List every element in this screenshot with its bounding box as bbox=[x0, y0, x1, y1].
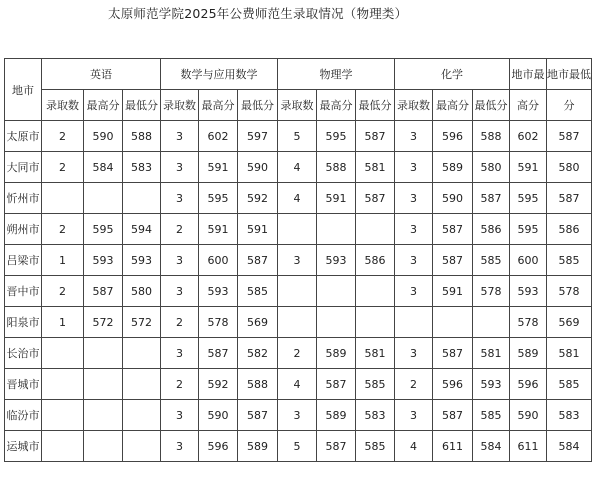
cell-value bbox=[42, 369, 84, 400]
cell-city: 阳泉市 bbox=[5, 307, 42, 338]
cell-value: 593 bbox=[317, 245, 356, 276]
cell-value: 5 bbox=[278, 121, 317, 152]
cell-value: 587 bbox=[547, 121, 592, 152]
cell-value: 3 bbox=[278, 245, 317, 276]
header-city-min-top: 地市最低 bbox=[547, 59, 592, 90]
cell-value bbox=[84, 431, 123, 462]
cell-value: 587 bbox=[433, 214, 473, 245]
cell-value bbox=[123, 369, 161, 400]
cell-value: 2 bbox=[42, 121, 84, 152]
cell-value: 589 bbox=[238, 431, 278, 462]
cell-value: 593 bbox=[510, 276, 547, 307]
cell-value bbox=[84, 338, 123, 369]
cell-value: 3 bbox=[395, 152, 433, 183]
header-region: 地市 bbox=[5, 59, 42, 121]
cell-value: 578 bbox=[473, 276, 510, 307]
cell-value: 595 bbox=[199, 183, 238, 214]
cell-value: 3 bbox=[161, 431, 199, 462]
cell-value bbox=[123, 183, 161, 214]
table-row bbox=[5, 214, 592, 245]
cell-value: 593 bbox=[123, 245, 161, 276]
cell-value: 581 bbox=[473, 338, 510, 369]
cell-value: 2 bbox=[42, 214, 84, 245]
cell-value bbox=[278, 214, 317, 245]
table-row bbox=[5, 307, 592, 338]
cell-value: 585 bbox=[473, 400, 510, 431]
cell-value bbox=[42, 400, 84, 431]
cell-value: 591 bbox=[510, 152, 547, 183]
table-row bbox=[5, 183, 592, 214]
cell-value bbox=[356, 214, 395, 245]
cell-value: 587 bbox=[547, 183, 592, 214]
cell-value: 3 bbox=[161, 276, 199, 307]
cell-value bbox=[278, 307, 317, 338]
cell-value: 596 bbox=[510, 369, 547, 400]
cell-value: 581 bbox=[356, 152, 395, 183]
cell-value: 578 bbox=[547, 276, 592, 307]
cell-value: 3 bbox=[395, 338, 433, 369]
cell-value: 592 bbox=[199, 369, 238, 400]
subheader-count: 录取数 bbox=[161, 90, 199, 121]
header-subject-math: 数学与应用数学 bbox=[161, 59, 278, 90]
cell-value: 590 bbox=[199, 400, 238, 431]
subheader-max: 最高分 bbox=[199, 90, 238, 121]
cell-value bbox=[42, 431, 84, 462]
cell-value: 1 bbox=[42, 245, 84, 276]
cell-value: 596 bbox=[199, 431, 238, 462]
subheader-max: 最高分 bbox=[84, 90, 123, 121]
cell-value: 584 bbox=[84, 152, 123, 183]
cell-value: 593 bbox=[199, 276, 238, 307]
cell-value: 578 bbox=[199, 307, 238, 338]
cell-value: 584 bbox=[473, 431, 510, 462]
cell-value: 589 bbox=[433, 152, 473, 183]
cell-value: 587 bbox=[356, 183, 395, 214]
page-title: 太原师范学院2025年公费师范生录取情况（物理类） bbox=[108, 6, 408, 21]
header-subject-physics: 物理学 bbox=[278, 59, 395, 90]
cell-value bbox=[473, 307, 510, 338]
cell-value: 585 bbox=[473, 245, 510, 276]
table-row bbox=[5, 121, 592, 152]
cell-value bbox=[433, 307, 473, 338]
cell-value: 593 bbox=[473, 369, 510, 400]
cell-value: 587 bbox=[238, 245, 278, 276]
cell-value: 3 bbox=[161, 183, 199, 214]
cell-value: 4 bbox=[278, 183, 317, 214]
cell-value: 3 bbox=[395, 276, 433, 307]
cell-value: 4 bbox=[278, 369, 317, 400]
cell-value: 596 bbox=[433, 121, 473, 152]
cell-value: 583 bbox=[356, 400, 395, 431]
table-row bbox=[5, 152, 592, 183]
cell-value: 3 bbox=[161, 338, 199, 369]
subheader-min: 最低分 bbox=[238, 90, 278, 121]
cell-value: 588 bbox=[317, 152, 356, 183]
cell-value bbox=[84, 369, 123, 400]
cell-city: 忻州市 bbox=[5, 183, 42, 214]
cell-value: 597 bbox=[238, 121, 278, 152]
cell-value: 600 bbox=[199, 245, 238, 276]
table-row bbox=[5, 276, 592, 307]
cell-value: 587 bbox=[433, 338, 473, 369]
cell-value: 586 bbox=[473, 214, 510, 245]
cell-value: 3 bbox=[395, 183, 433, 214]
cell-value: 585 bbox=[547, 369, 592, 400]
cell-value: 587 bbox=[317, 369, 356, 400]
subheader-count: 录取数 bbox=[278, 90, 317, 121]
cell-value: 595 bbox=[84, 214, 123, 245]
cell-value: 593 bbox=[84, 245, 123, 276]
table-row bbox=[5, 338, 592, 369]
cell-city: 吕梁市 bbox=[5, 245, 42, 276]
cell-value: 589 bbox=[317, 400, 356, 431]
cell-value: 3 bbox=[395, 245, 433, 276]
cell-value: 2 bbox=[42, 276, 84, 307]
cell-value: 2 bbox=[161, 307, 199, 338]
cell-city: 晋城市 bbox=[5, 369, 42, 400]
cell-value: 588 bbox=[123, 121, 161, 152]
cell-city: 朔州市 bbox=[5, 214, 42, 245]
header-city-max-top: 地市最 bbox=[510, 59, 547, 90]
cell-value: 3 bbox=[395, 400, 433, 431]
cell-value: 591 bbox=[317, 183, 356, 214]
cell-value: 3 bbox=[161, 121, 199, 152]
cell-value: 595 bbox=[510, 183, 547, 214]
cell-value: 583 bbox=[123, 152, 161, 183]
cell-value: 586 bbox=[547, 214, 592, 245]
header-city-max-bottom: 高分 bbox=[510, 90, 547, 121]
cell-value: 2 bbox=[395, 369, 433, 400]
subheader-min: 最低分 bbox=[473, 90, 510, 121]
admission-table bbox=[4, 58, 592, 462]
subheader-min: 最低分 bbox=[356, 90, 395, 121]
cell-value: 588 bbox=[238, 369, 278, 400]
cell-value: 580 bbox=[547, 152, 592, 183]
cell-value: 2 bbox=[161, 214, 199, 245]
cell-value bbox=[317, 307, 356, 338]
cell-value: 590 bbox=[433, 183, 473, 214]
cell-value: 3 bbox=[278, 400, 317, 431]
cell-value: 611 bbox=[510, 431, 547, 462]
cell-value: 591 bbox=[199, 214, 238, 245]
cell-value: 3 bbox=[161, 245, 199, 276]
cell-value: 594 bbox=[123, 214, 161, 245]
cell-value: 602 bbox=[199, 121, 238, 152]
cell-city: 太原市 bbox=[5, 121, 42, 152]
cell-value: 5 bbox=[278, 431, 317, 462]
cell-city: 大同市 bbox=[5, 152, 42, 183]
cell-value: 580 bbox=[473, 152, 510, 183]
subheader-count: 录取数 bbox=[395, 90, 433, 121]
cell-value: 583 bbox=[547, 400, 592, 431]
subheader-max: 最高分 bbox=[433, 90, 473, 121]
cell-value: 602 bbox=[510, 121, 547, 152]
subheader-count: 录取数 bbox=[42, 90, 84, 121]
cell-value: 586 bbox=[356, 245, 395, 276]
cell-value: 578 bbox=[510, 307, 547, 338]
cell-value: 591 bbox=[433, 276, 473, 307]
cell-value: 581 bbox=[547, 338, 592, 369]
cell-value: 585 bbox=[356, 369, 395, 400]
cell-value: 587 bbox=[433, 400, 473, 431]
cell-value: 587 bbox=[433, 245, 473, 276]
cell-value: 2 bbox=[161, 369, 199, 400]
subheader-min: 最低分 bbox=[123, 90, 161, 121]
cell-value: 591 bbox=[199, 152, 238, 183]
cell-value: 582 bbox=[238, 338, 278, 369]
cell-city: 临汾市 bbox=[5, 400, 42, 431]
cell-value bbox=[42, 338, 84, 369]
cell-value: 587 bbox=[199, 338, 238, 369]
cell-value bbox=[356, 276, 395, 307]
cell-value: 4 bbox=[278, 152, 317, 183]
cell-value: 587 bbox=[84, 276, 123, 307]
cell-value: 587 bbox=[356, 121, 395, 152]
cell-value bbox=[84, 400, 123, 431]
cell-value: 2 bbox=[42, 152, 84, 183]
cell-value: 569 bbox=[547, 307, 592, 338]
cell-value: 590 bbox=[84, 121, 123, 152]
cell-value: 595 bbox=[317, 121, 356, 152]
cell-value bbox=[317, 214, 356, 245]
cell-value: 587 bbox=[473, 183, 510, 214]
cell-value: 3 bbox=[395, 121, 433, 152]
cell-value bbox=[123, 338, 161, 369]
cell-value: 592 bbox=[238, 183, 278, 214]
subheader-max: 最高分 bbox=[317, 90, 356, 121]
cell-value: 585 bbox=[238, 276, 278, 307]
cell-value: 572 bbox=[123, 307, 161, 338]
cell-value: 589 bbox=[510, 338, 547, 369]
cell-value: 585 bbox=[547, 245, 592, 276]
cell-value: 595 bbox=[510, 214, 547, 245]
table-row bbox=[5, 431, 592, 462]
cell-value bbox=[123, 431, 161, 462]
cell-value: 596 bbox=[433, 369, 473, 400]
cell-city: 长治市 bbox=[5, 338, 42, 369]
cell-value: 3 bbox=[161, 152, 199, 183]
cell-value: 588 bbox=[473, 121, 510, 152]
header-city-min-bottom: 分 bbox=[547, 90, 592, 121]
cell-value: 3 bbox=[395, 214, 433, 245]
cell-value: 590 bbox=[238, 152, 278, 183]
cell-value: 3 bbox=[161, 400, 199, 431]
header-subject-chemistry: 化学 bbox=[395, 59, 510, 90]
cell-value: 4 bbox=[395, 431, 433, 462]
cell-value: 611 bbox=[433, 431, 473, 462]
table-row bbox=[5, 245, 592, 276]
cell-city: 晋中市 bbox=[5, 276, 42, 307]
cell-value: 591 bbox=[238, 214, 278, 245]
cell-value: 587 bbox=[317, 431, 356, 462]
cell-value: 600 bbox=[510, 245, 547, 276]
cell-value bbox=[356, 307, 395, 338]
cell-value: 581 bbox=[356, 338, 395, 369]
cell-city: 运城市 bbox=[5, 431, 42, 462]
cell-value: 585 bbox=[356, 431, 395, 462]
cell-value: 580 bbox=[123, 276, 161, 307]
table-row bbox=[5, 400, 592, 431]
cell-value bbox=[123, 400, 161, 431]
cell-value: 572 bbox=[84, 307, 123, 338]
cell-value: 587 bbox=[238, 400, 278, 431]
cell-value bbox=[84, 183, 123, 214]
header-subject-english: 英语 bbox=[42, 59, 161, 90]
cell-value bbox=[395, 307, 433, 338]
cell-value: 1 bbox=[42, 307, 84, 338]
cell-value: 569 bbox=[238, 307, 278, 338]
cell-value: 2 bbox=[278, 338, 317, 369]
cell-value: 584 bbox=[547, 431, 592, 462]
cell-value: 590 bbox=[510, 400, 547, 431]
cell-value bbox=[278, 276, 317, 307]
cell-value bbox=[42, 183, 84, 214]
cell-value bbox=[317, 276, 356, 307]
table-row bbox=[5, 369, 592, 400]
cell-value: 589 bbox=[317, 338, 356, 369]
